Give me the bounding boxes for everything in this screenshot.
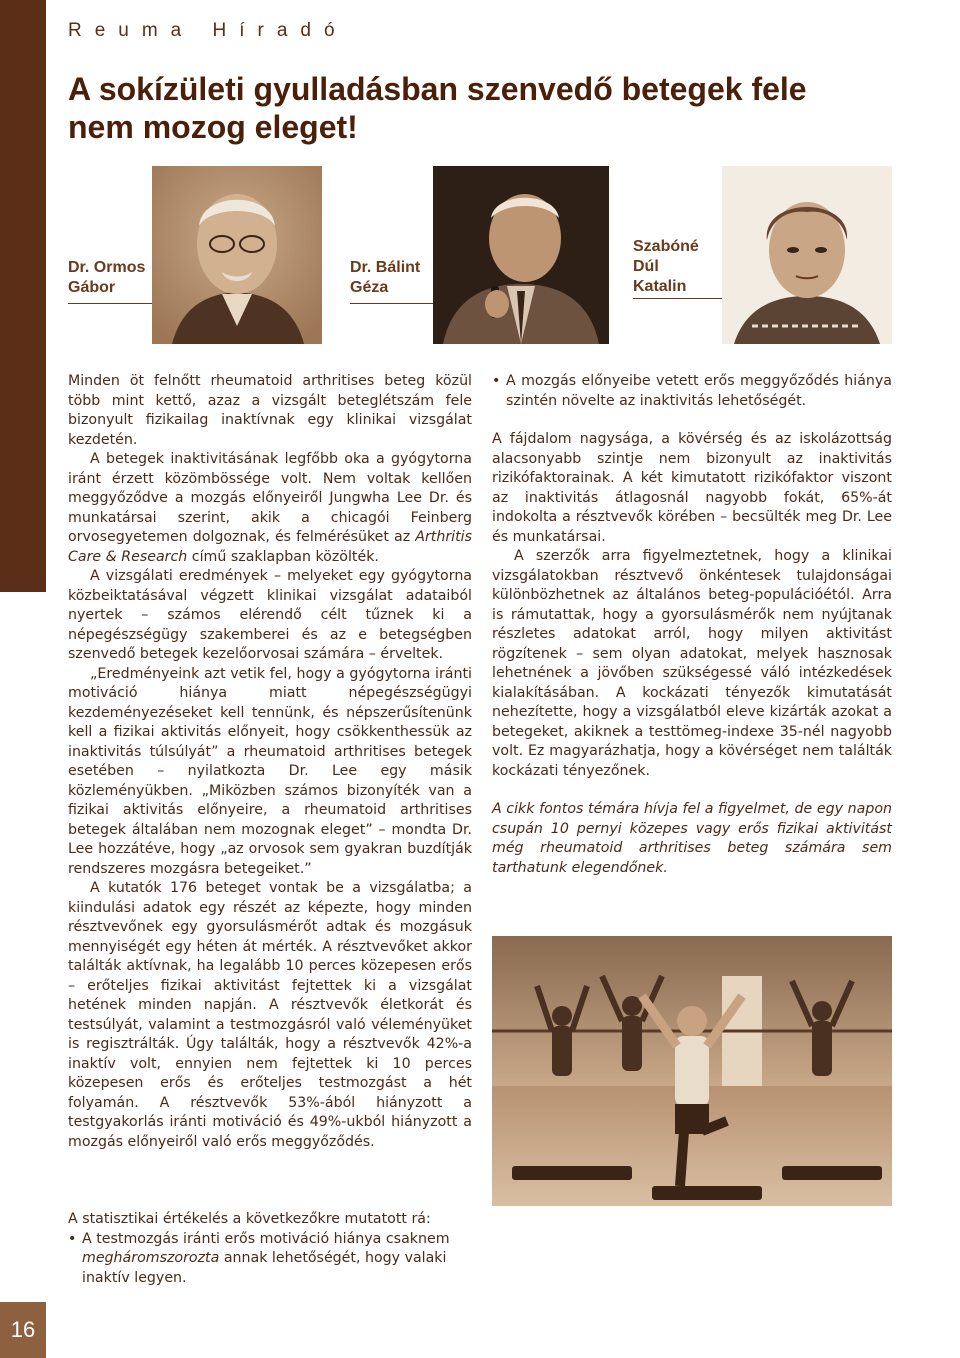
caption-szabone-line2: Dúl [633,258,659,275]
caption-ormos [68,258,152,298]
statistics-intro: A statisztikai értékelés a következőkre mutatott rá: [68,1211,431,1227]
photo-szabone [722,166,892,344]
right-bullet: • A mozgás előnyeibe vetett erős meggyőződés hiánya szintén növelte az inaktivitás lehetőségét. [492,372,892,411]
photo-exercise-class [492,936,892,1206]
statistics-block [68,1210,472,1288]
caption-ormos-line2: Gábor [68,279,116,296]
page-number: 16 [0,1302,46,1358]
left-paragraph-4: „Eredményeink azt vetik fel, hogy a gyógytorna iránti motiváció hiánya miatt népegészségügyi kezdeményezéseket kell tennünk, és népszerűsítenünk kell a fizikai aktivitás előnyeit, hogy csökkenthessük az inaktivitás túlsúlyát” a rheumatoid arthritises betegek esetében – nyilatkozta Dr. Lee egy másik közleményükben. „Miközben számos bizonyíték van a fizikai aktivitás előnyeire, a rheumatoid arthritises betegek általában nem mozognak eleget” – mondta Dr. Lee hozzátéve, hogy „az orvosok sem gyakran buzdítják rendszeres mozgásra betegeiket.” [68,665,472,877]
headline-line-1: A sokízületi gyulladásban szenvedő betegek fele [68,71,807,107]
caption-balint-line1: Dr. Bálint [350,259,421,276]
photo-balint [433,166,609,344]
right-column [492,372,892,878]
statistics-bullet-a: A testmozgás iránti erős motiváció hiánya csaknem [82,1230,450,1247]
headline [68,70,888,146]
magazine-title: Reuma Híradó [68,20,348,41]
statistics-bullet-em: megháromszorozta [82,1250,220,1266]
caption-balint-line2: Géza [350,279,389,296]
left-paragraph-2 [68,450,472,567]
caption-szabone-line3: Katalin [633,278,687,295]
caption-ormos-rule [68,303,152,304]
left-paragraph-2-end: című szaklapban közölték. [191,548,379,565]
left-paragraph-5: A kutatók 176 beteget vontak be a vizsgálatba; a kiindulási adatok egy részét az képezte, hogy minden résztvevőnek egy gyorsulásmérőt adtak és mozgásuk mennyiségét egy héten át mérték. A résztvevőket akkor találták aktívnak, ha legalább 10 perces közepesen erős – erőteljes fizikai aktivitást fejtettek ki a vizsgálat hetének minden napján. A résztvevők életkorát és testsúlyát, valamint a testmozgásról való véleményüket is regisztrálták. Úgy találták, hogy a résztvevők 42%-a inaktív volt, ennyien nem fejtettek ki 10 perces közepesen erős és erőteljes testmozgást a hét folyamán. A résztvevők 53%-ából hiányzott a testgyakorlás iránti motiváció és 49%-ukból hiányzott a mozgás előnyeiről való erős meggyőződés. [68,880,472,1150]
statistics-bullet-b: annak lehetőségét, hogy valaki inaktív legyen. [82,1250,447,1286]
caption-szabone [633,237,722,297]
caption-balint [350,258,433,298]
sidebar-bar [0,0,46,592]
caption-szabone-rule [633,298,722,299]
caption-ormos-line1: Dr. Ormos [68,259,146,276]
right-paragraph-1: A fájdalom nagysága, a kövérség és az iskolázottság alacsonyabb szintje nem bizonyult az inaktivitás rizikófaktorainak. A két kimutatott rizikófaktor viszont az inaktivitás átlagosnál nagyobb fokát, 65%-át indokolta a résztvevők körében – becsülték meg Dr. Lee és munkatársai. [492,431,892,545]
statistics-bullet [68,1230,472,1289]
right-italic-paragraph: A cikk fontos témára hívja fel a figyelmet, de egy napon csupán 10 pernyi közepes vagy erős fizikai aktivitást még rheumatoid arthritises beteg számára sem tarthatunk elegendőnek. [492,801,892,876]
journal-title: Arthritis Care & Research [68,529,472,565]
caption-szabone-line1: Szabóné [633,238,699,255]
left-paragraph-3: A vizsgálati eredmények – melyeket egy gyógytorna közbeiktatásával végzett klinikai vizsgálat adataiból nyertek – számos elérendő célt tűznek ki a népegészségügy szakemberei és az e betegségben szenvedő betegek kezelőorvosai számára – érveltek. [68,568,472,662]
left-paragraph-1: Minden öt felnőtt rheumatoid arthritises beteg közül több mint kettő, azaz a vizsgált beteglétszám fele bizonyult fizikailag inaktívnak egy klinikai vizsgálat kezdetén. [68,373,472,448]
caption-balint-rule [350,303,433,304]
photo-ormos [152,166,322,344]
headline-line-2: nem mozog eleget! [68,109,358,145]
left-paragraph-2-text: A betegek inaktivitásának legfőbb oka a gyógytorna iránt érzett közömbössége volt. Nem voltak kellően meggyőződve a mozgás előnyeiről Jungwha Lee Dr. és munkatársai szerint, akik a chicagói Feinberg orvosegyetemen dolgoznak, és felmérésüket az [68,451,472,545]
left-column [68,372,472,1152]
right-paragraph-2: A szerzők arra figyelmeztetnek, hogy a klinikai vizsgálatokban résztvevő önkéntesek tulajdonságai különbözhetnek az általános beteg-populációétól. Arra is rámutattak, hogy a gyorsulásmérők nem nyújtanak részletes adatokat arról, hogy milyen aktivitást rögzítenek – sem olyan adatokat, melyek hasznosak lehetnének a jövőben szükségessé váló intézkedések kialakításában. A kockázati tényezők kimutatását nehezítette, hogy a vizsgálatból eleve kizárták azokat a betegeket, akiknek a testtömeg-indexe 35-nél nagyobb volt. Ez magyarázhatja, hogy a kövérséget nem találták kockázati tényezőnek. [492,548,892,779]
